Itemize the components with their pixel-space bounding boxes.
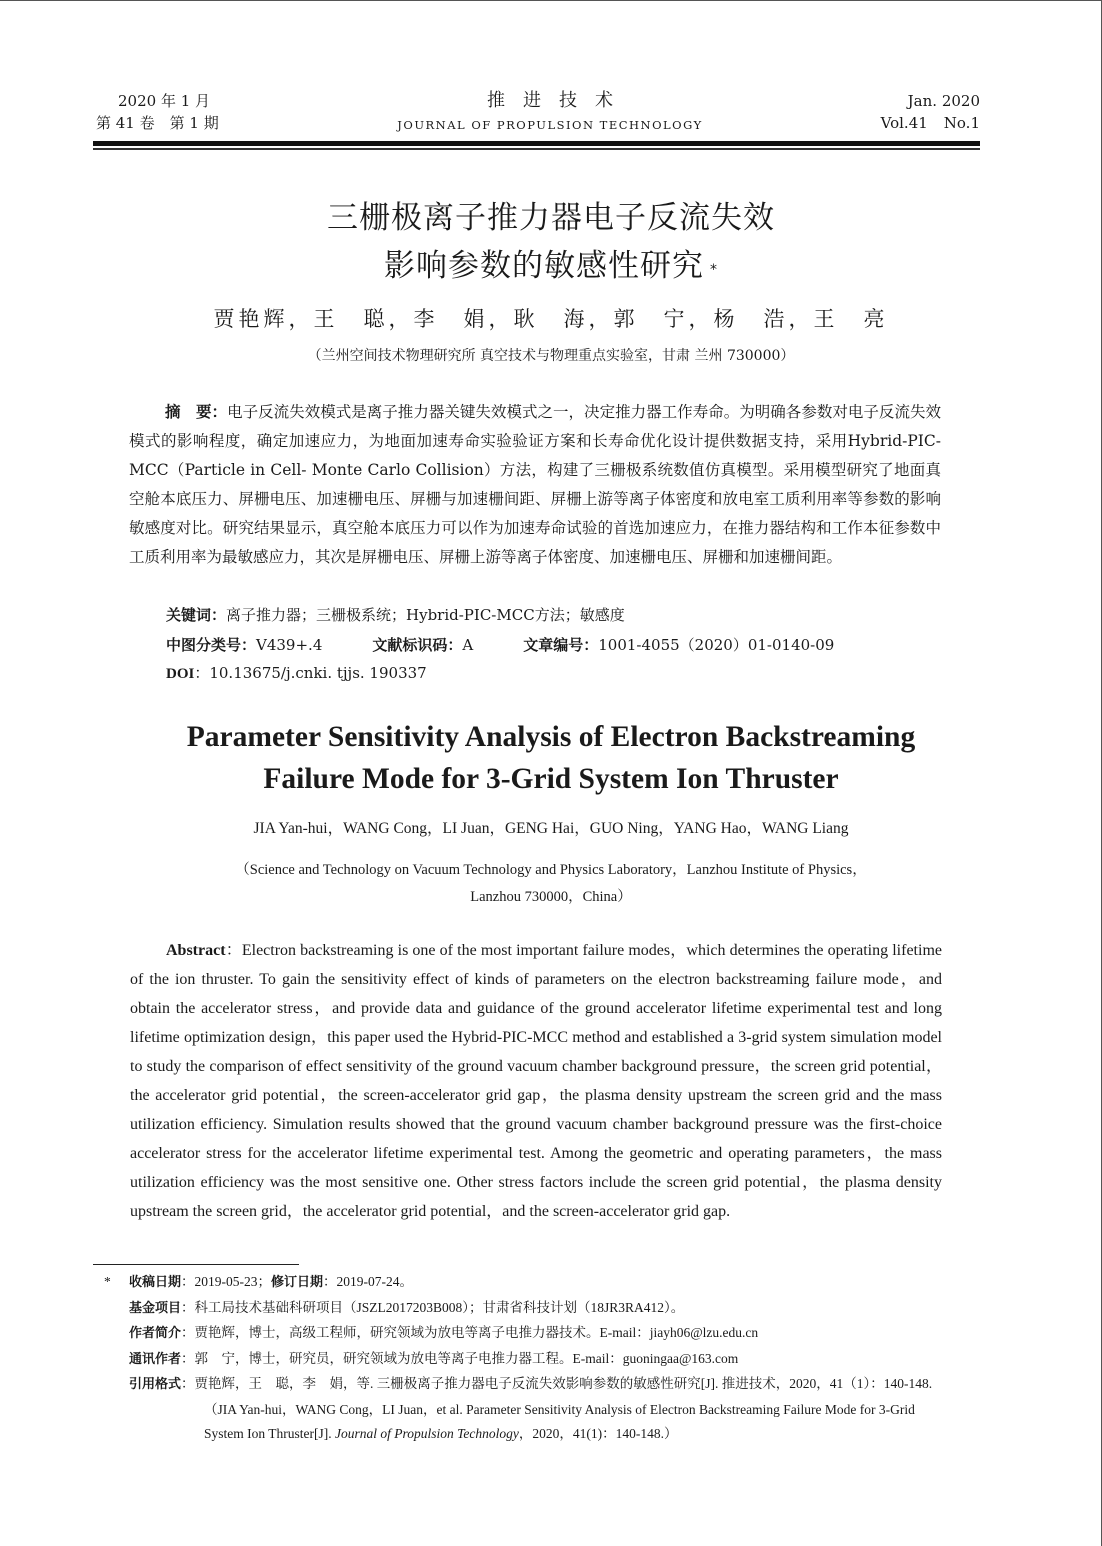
header-date-cn: 2020 年 1 月 — [118, 92, 211, 110]
abstract-en-text: Electron backstreaming is one of the most important failure modes，which determines the operating lifetime of the ion thruster. To gain the sensitivity effect of kinds of parameters on the electron backstreaming failure mode，and obtain the accelerator stress，and provide data and guidance of the ground accelerator lifetime experimental test and long lifetime optimization design，this paper used the Hybrid-PIC-MCC method and established a 3-grid system simulation model to study the comparison of effect sensitivity of the ground vacuum chamber background pressure，the screen grid potential，the accelerator grid potential，the screen-accelerator grid gap，the plasma density upstream the screen grid and the mass utilization efficiency. Simulation results showed that the ground vacuum chamber background pressure was the first-choice accelerator stress for the accelerator lifetime experimental test. Among the geometric and operating parameters，the mass utilization efficiency was the most sensitive one. Other stress factors include the screen grid potential，the plasma density upstream the screen grid，the accelerator grid potential，and the screen-accelerator grid gap. — [130, 942, 943, 1220]
citation-journal: Journal of Propulsion Technology — [335, 1426, 519, 1441]
citation-text: ：贾艳辉，王 聪，李 娟，等. 三栅极离子推力器电子反流失效影响参数的敏感性研究[J]. 推进技术，2020，41（1）：140-148. （JIA Yan-hui，WANG Cong，LI Juan，et al. Parameter Sensitivity Analysis of Electron Backstreaming Failure Mode for 3-Grid System Ion Thruster[J]. — [181, 1376, 946, 1441]
doc-code-label: 文献标识码： — [372, 636, 463, 654]
article-number-value: 1001-4055（2020）01-0140-09 — [598, 636, 835, 654]
abstract-en — [130, 936, 942, 1226]
received-value: ：2019-05-23； — [181, 1274, 272, 1289]
doi — [166, 662, 427, 685]
doi-label: DOI — [166, 666, 195, 682]
header-rule-thick — [93, 141, 980, 146]
authors-en: JIA Yan-hui，WANG Cong，LI Juan，GENG Hai，GUO Ning，YANG Hao，WANG Liang — [253, 820, 849, 837]
affiliation-cn: （兰州空间技术物理研究所 真空技术与物理重点实验室，甘肃 兰州 730000） — [307, 348, 795, 364]
affiliation-en — [0, 857, 1102, 911]
journal-name-en: JOURNAL OF PROPULSION TECHNOLOGY — [397, 118, 703, 132]
keywords-label: 关键词： — [166, 606, 227, 624]
footnote-corresponding — [104, 1347, 946, 1373]
footnote-star: * — [104, 1274, 111, 1289]
header-journal — [340, 90, 760, 136]
journal-name-cn: 推进技术 — [487, 90, 631, 111]
authors-cn: 贾艳辉，王 聪，李 娟，耿 海，郭 宁，杨 浩，王 亮 — [213, 307, 889, 331]
revised-label: 修订日期 — [271, 1275, 324, 1290]
doi-value[interactable]: ：10.13675/j.cnki. tjjs. 190337 — [194, 664, 427, 682]
header-date-en: Jan. 2020 — [907, 92, 980, 110]
revised-value: ：2019-07-24。 — [323, 1274, 414, 1289]
fund-label: 基金项目 — [129, 1300, 182, 1316]
keywords-text: 离子推力器；三栅极系统；Hybrid-PIC-MCC方法；敏感度 — [226, 606, 625, 624]
citation-tail: ，2020，41(1)：140-148.） — [518, 1426, 678, 1441]
header-issue-cn: 第 41 卷 第 1 期 — [96, 114, 219, 132]
footnotes — [104, 1270, 946, 1447]
title-footnote-mark: * — [710, 262, 718, 278]
header-right — [820, 90, 980, 134]
article-number-label: 文章编号： — [523, 636, 599, 654]
keywords — [166, 604, 625, 626]
abstract-en-label: Abstract — [166, 942, 226, 959]
received-label: 收稿日期 — [129, 1275, 182, 1290]
number: No.1 — [943, 114, 980, 132]
fund-value: ：科工局技术基础科研项目（JSZL2017203B008）；甘肃省科技计划（18JR3RA412）。 — [181, 1299, 685, 1315]
footnote-rule — [93, 1264, 299, 1265]
footnote-citation — [104, 1372, 946, 1447]
abstract-cn-text: 电子反流失效模式是离子推力器关键失效模式之一，决定推力器工作寿命。为明确各参数对电子反流失效模式的影响程度，确定加速应力，为地面加速寿命实验验证方案和长寿命优化设计提供数据支持，采用Hybrid-PIC-MCC（Particle in Cell- Monte Carlo Collision）方法，构建了三栅极系统数值仿真模型。采用模型研究了地面真空舱本底压力、屏栅电压、加速栅电压、屏栅与加速栅间距、屏栅上游等离子体密度和放电室工质利用率等参数的影响敏感度对比。研究结果显示，真空舱本底压力可以作为加速寿命试验的首选加速应力，在推力器结构和工作本征参数中工质利用率为最敏感应力，其次是屏栅电压、屏栅上游等离子体密度、加速栅电压、屏栅和加速栅间距。 — [129, 403, 941, 566]
affiliation-en-line1: （Science and Technology on Vacuum Technology and Physics Laboratory，Lanzhou Institute of Physics， — [235, 862, 867, 878]
footnote-dates — [104, 1270, 946, 1296]
abstract-cn-label: 摘 要： — [165, 403, 228, 421]
abstract-en-colon: ： — [225, 942, 242, 959]
doc-code-value: A — [462, 636, 474, 654]
header-left — [96, 90, 266, 134]
header-volume-en — [820, 112, 980, 134]
affiliation-en-line2: Lanzhou 730000，China） — [470, 889, 632, 905]
paper-title-en — [0, 716, 1102, 800]
page-border-top — [0, 0, 1102, 1]
header-rule-thin — [93, 148, 980, 150]
footnote-bio — [104, 1321, 946, 1347]
classification — [166, 634, 834, 656]
citation-label: 引用格式 — [129, 1377, 182, 1392]
title-cn-line2-text: 影响参数的敏感性研究 — [384, 248, 704, 284]
clc-value: V439+.4 — [256, 636, 323, 654]
title-cn-line2 — [0, 242, 1102, 290]
volume: Vol.41 — [880, 114, 928, 132]
paper-title-cn — [0, 194, 1102, 290]
footnote-fund — [104, 1296, 946, 1322]
bio-value: ：贾艳辉，博士，高级工程师，研究领域为放电等离子电推力器技术。E-mail：jiayh06@lzu.edu.cn — [181, 1325, 759, 1340]
bio-label: 作者简介 — [129, 1326, 182, 1341]
clc-label: 中图分类号： — [166, 636, 257, 654]
title-en-line1: Parameter Sensitivity Analysis of Electron Backstreaming — [186, 721, 916, 753]
corresponding-value: ：郭 宁，博士，研究员，研究领域为放电等离子电推力器工程。E-mail：guoningaa@163.com — [181, 1350, 739, 1366]
abstract-cn — [129, 398, 941, 572]
title-cn-line1: 三栅极离子推力器电子反流失效 — [327, 200, 775, 236]
corresponding-label: 通讯作者 — [129, 1351, 182, 1367]
title-en-line2: Failure Mode for 3-Grid System Ion Thruster — [263, 763, 839, 795]
